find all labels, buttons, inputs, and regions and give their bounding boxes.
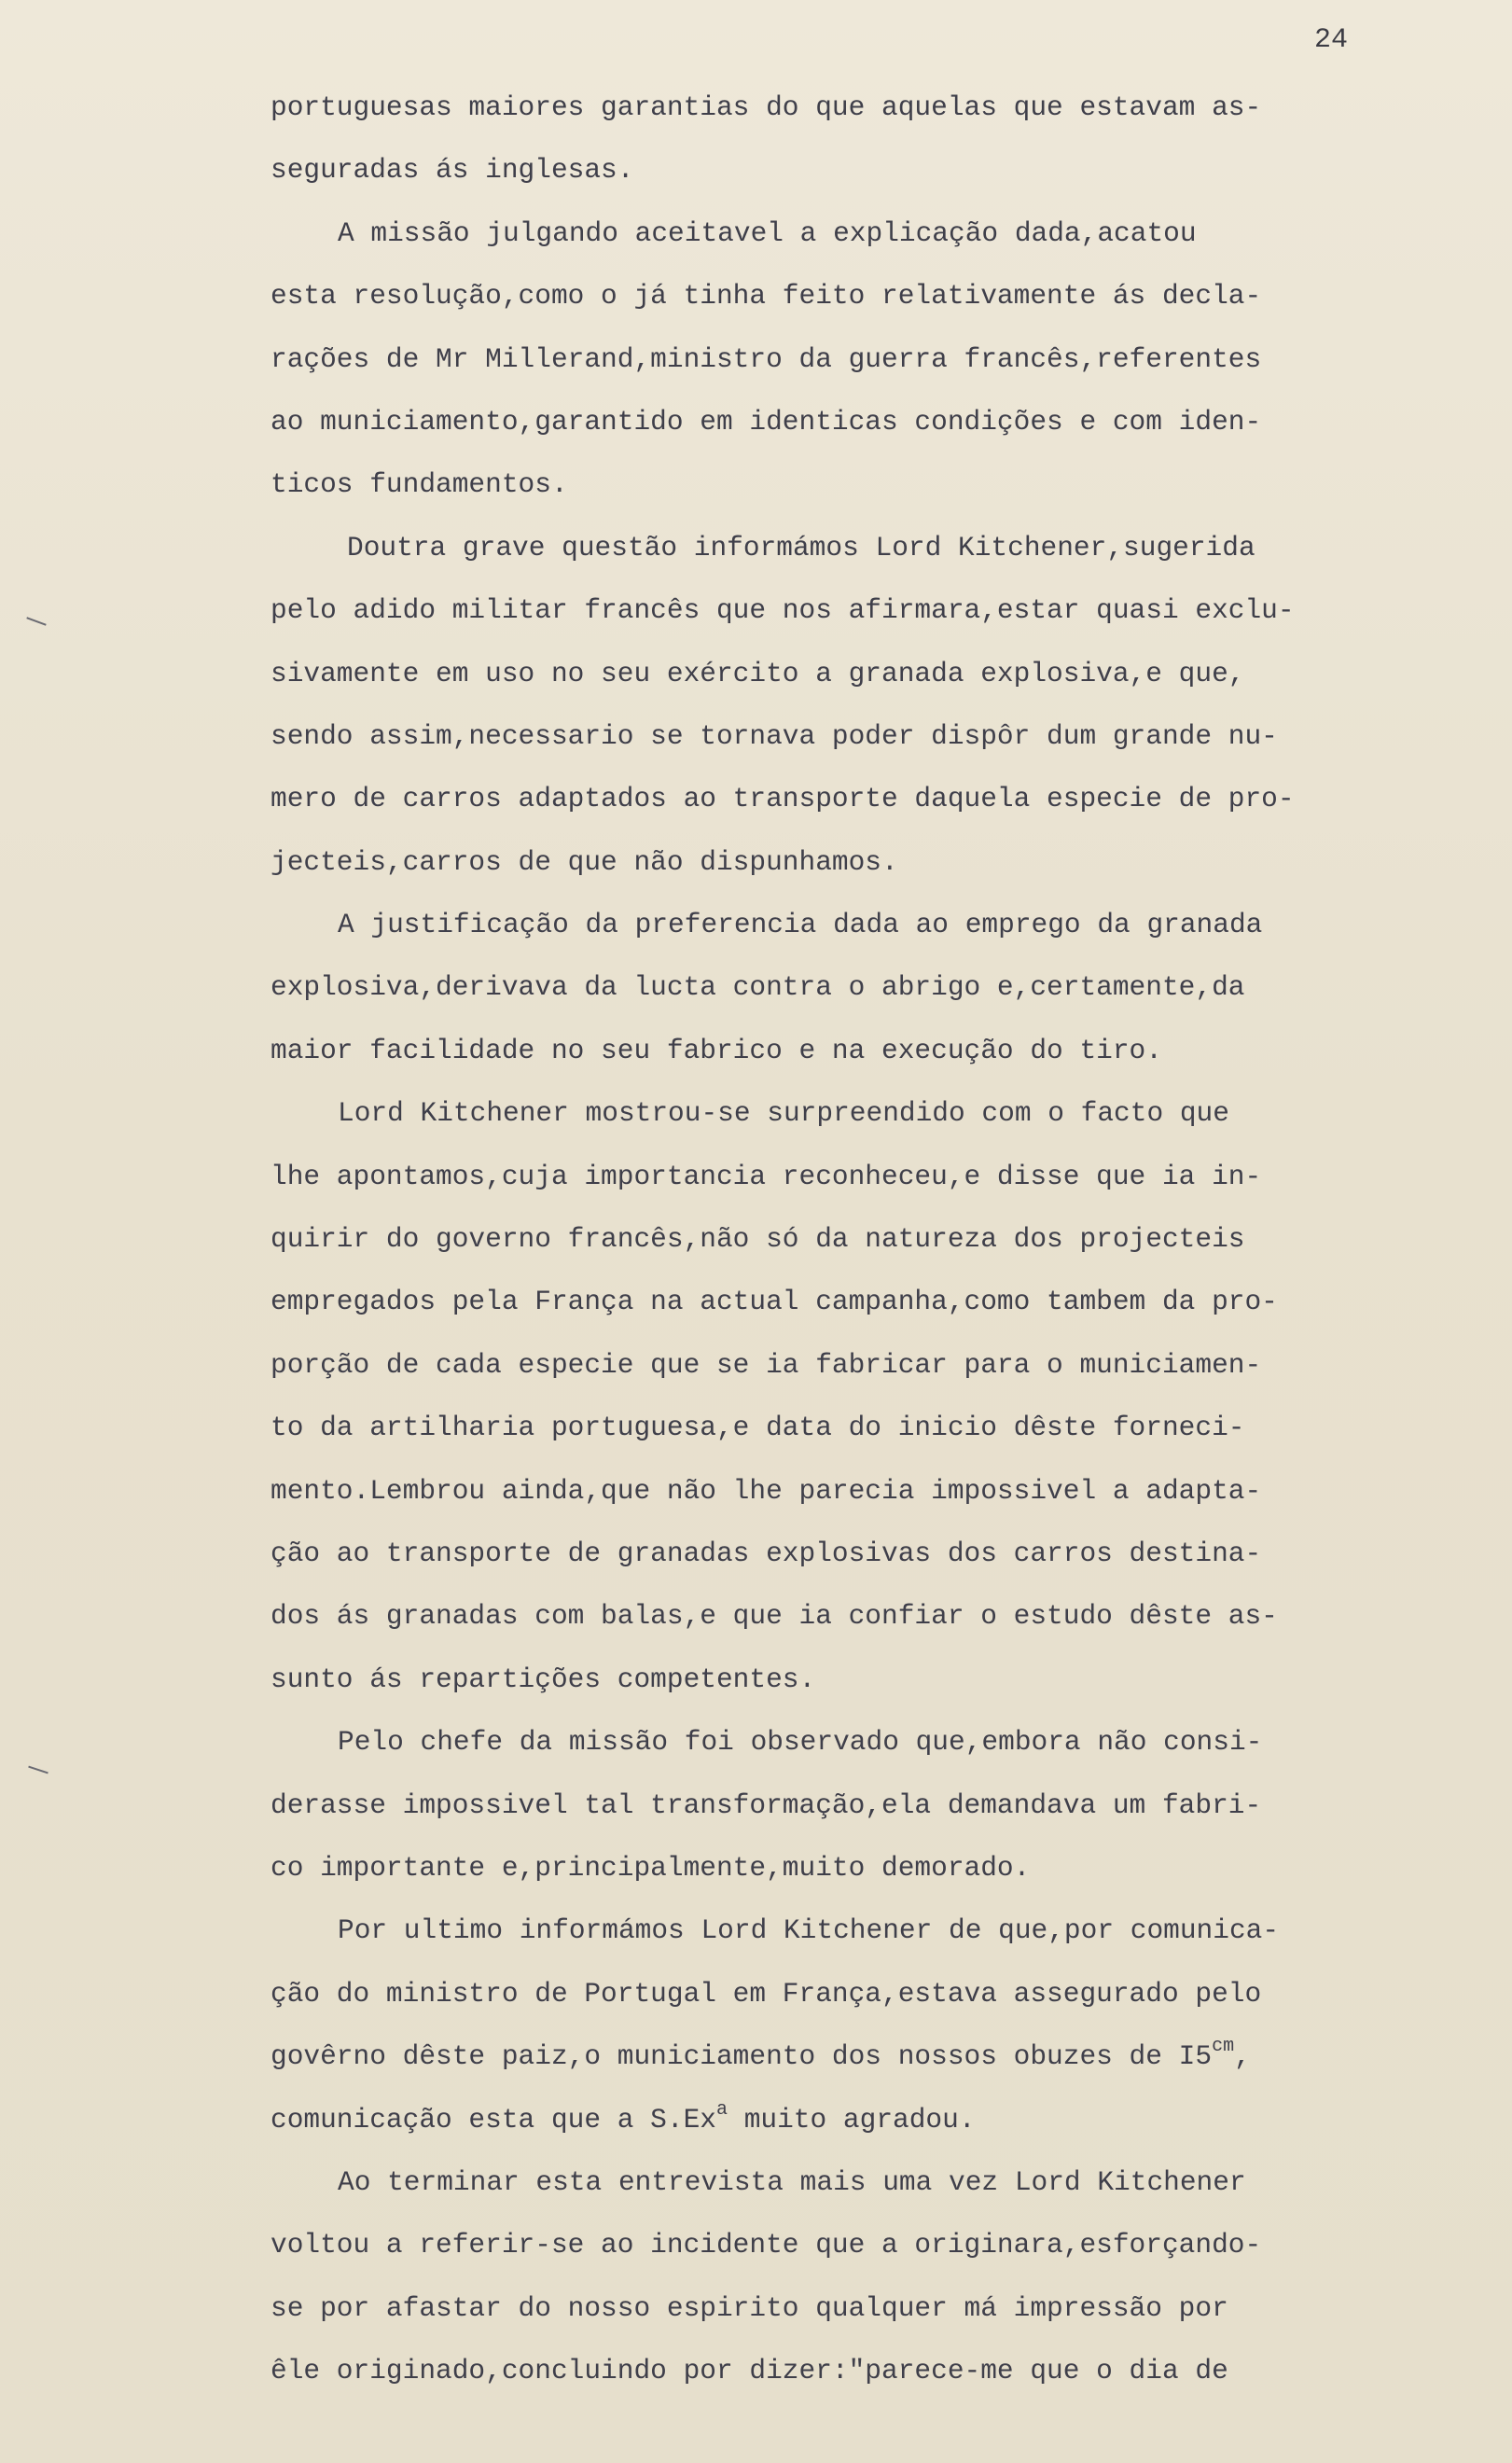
text-line: sivamente em uso no seu exército a granada explosiva,e que, — [270, 657, 1245, 689]
text-line: sendo assim,necessario se tornava poder dispôr dum grande nu- — [270, 719, 1278, 752]
text-line: sunto ás repartições competentes. — [270, 1663, 816, 1695]
text-line: to da artilharia portuguesa,e data do inicio dêste forneci- — [270, 1412, 1245, 1444]
text-line: seguradas ás inglesas. — [270, 154, 634, 187]
text-line: A justificação da preferencia dada ao emprego da granada — [338, 909, 1263, 941]
text-line: êle originado,concluindo por dizer:"parece-me que o dia de — [270, 2355, 1228, 2387]
typed-text-body — [270, 77, 1408, 2402]
text-line: empregados pela França na actual campanha,como tambem da pro- — [270, 1286, 1278, 1318]
superscript-cm: cm — [1212, 2036, 1235, 2058]
text-line: portuguesas maiores garantias do que aquelas que estavam as- — [270, 91, 1262, 123]
text-line: ticos fundamentos. — [270, 468, 568, 501]
text-line-fragment: , — [1234, 2040, 1251, 2073]
text-line: ao municiamento,garantido em identicas condições e com iden- — [270, 405, 1262, 438]
text-line: voltou a referir-se ao incidente que a originara,esforçando- — [270, 2229, 1262, 2261]
text-line-fragment: muito agradou. — [728, 2103, 976, 2136]
text-line: dos ás granadas com balas,e que ia confiar o estudo dêste as- — [270, 1600, 1278, 1633]
text-line: pelo adido militar francês que nos afirmara,estar quasi exclu- — [270, 594, 1295, 627]
text-line: Por ultimo informámos Lord Kitchener de que,por comunica- — [338, 1914, 1280, 1947]
text-line: rações de Mr Millerand,ministro da guerra francês,referentes — [270, 342, 1262, 375]
text-line: ção ao transporte de granadas explosivas dos carros destina- — [270, 1537, 1262, 1569]
text-line: maior facilidade no seu fabrico e na execução do tiro. — [270, 1034, 1162, 1066]
text-line: quirir do governo francês,não só da natureza dos projecteis — [270, 1223, 1245, 1256]
text-line: lhe apontamos,cuja importancia reconheceu,e disse que ia in- — [270, 1160, 1262, 1192]
text-line: mero de carros adaptados ao transporte daquela especie de pro- — [270, 783, 1295, 815]
text-line-with-superscript — [270, 2025, 1408, 2088]
text-line: Ao terminar esta entrevista mais uma vez Lord Kitchener — [338, 2165, 1246, 2198]
text-line: mento.Lembrou ainda,que não lhe parecia impossivel a adapta- — [270, 1474, 1262, 1507]
text-line: porção de cada especie que se ia fabricar para o municiamen- — [270, 1348, 1262, 1381]
text-line: Pelo chefe da missão foi observado que,embora não consi- — [338, 1726, 1263, 1759]
text-line: se por afastar do nosso espirito qualquer má impressão por — [270, 2291, 1228, 2324]
text-line-with-superscript — [270, 2089, 1408, 2151]
text-line: explosiva,derivava da lucta contra o abrigo e,certamente,da — [270, 971, 1245, 1004]
text-line: jecteis,carros de que não dispunhamos. — [270, 845, 898, 878]
superscript-a: a — [715, 2098, 728, 2121]
text-line: derasse impossivel tal transformação,ela demandava um fabri- — [270, 1788, 1262, 1821]
text-line: Doutra grave questão informámos Lord Kitchener,sugerida — [347, 531, 1255, 564]
text-line-fragment: comunicação esta que a S.Ex — [270, 2103, 716, 2136]
text-line-fragment: govêrno dêste paiz,o municiamento dos nossos obuzes de I5 — [270, 2040, 1213, 2073]
margin-mark-bottom — [28, 1766, 49, 1774]
text-line: ção do ministro de Portugal em França,estava assegurado pelo — [270, 1977, 1262, 2010]
page-number: 24 — [1314, 24, 1349, 56]
margin-mark-top — [26, 617, 46, 625]
text-line: Lord Kitchener mostrou-se surpreendido com o facto que — [338, 1097, 1229, 1130]
text-line: co importante e,principalmente,muito demorado. — [270, 1851, 1031, 1884]
text-line: esta resolução,como o já tinha feito relativamente ás decla- — [270, 280, 1262, 313]
text-line: A missão julgando aceitavel a explicação dada,acatou — [338, 216, 1197, 249]
